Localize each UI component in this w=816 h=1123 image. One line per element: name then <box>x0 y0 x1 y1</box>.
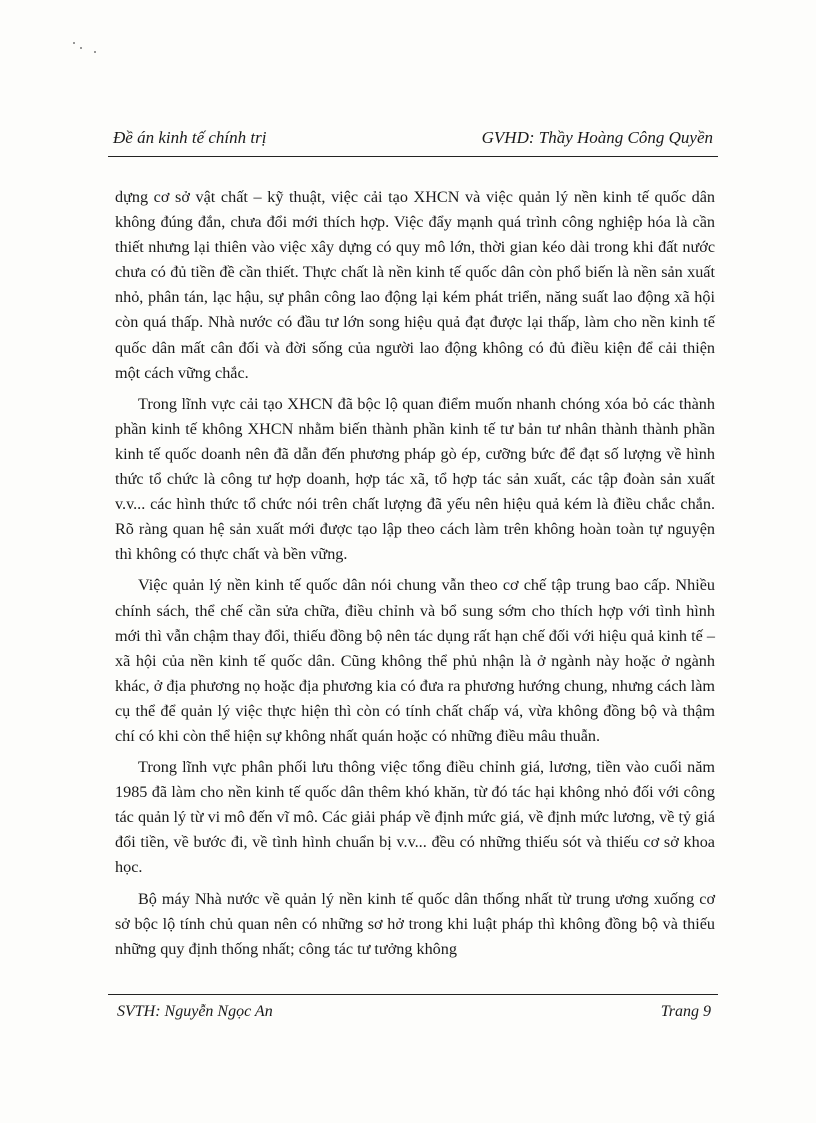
scan-speck <box>73 42 75 44</box>
scan-speck <box>94 51 96 53</box>
scan-speck <box>80 47 82 49</box>
paragraph: Bộ máy Nhà nước về quản lý nền kinh tế quốc dân thống nhất từ trung ương xuống cơ sở bộc lộ tính chủ quan nên có những sơ hở trong khi luật pháp thì không đồng bộ và thiếu những quy định thống nhất; công tác tư tưởng không <box>115 889 715 958</box>
footer-student: SVTH: Nguyễn Ngọc An <box>117 1003 273 1020</box>
body-text <box>115 185 715 968</box>
page-footer <box>117 1003 711 1021</box>
paragraph: dựng cơ sở vật chất – kỹ thuật, việc cải tạo XHCN và việc quản lý nền kinh tế quốc dân không đúng đắn, chưa đổi mới thích hợp. Việc đẩy mạnh quá trình công nghiệp hóa là cần thiết nhưng lại thiên vào việc xây dựng có quy mô lớn, thời gian kéo dài trong khi đất nước chưa có đủ tiền đề cần thiết. Thực chất là nền kinh tế quốc dân còn phổ biến là nền sản xuất nhỏ, phân tán, lạc hậu, sự phân công lao động lại kém phát triển, năng suất lao động xã hội còn quá thấp. Nhà nước có đầu tư lớn song hiệu quả đạt được lại thấp, làm cho nền kinh tế quốc dân mất cân đối và đời sống của người lao động không có đủ điều kiện để cải thiện một cách vững chắc. <box>115 188 715 382</box>
paragraph: Trong lĩnh vực cải tạo XHCN đã bộc lộ quan điểm muốn nhanh chóng xóa bỏ các thành phần kinh tế không XHCN nhằm biến thành phần kinh tế tư bản tư nhân thành thành phần kinh tế quốc doanh nên đã dẫn đến phương pháp gò ép, cưỡng bức để đạt số lượng về hình thức tổ chức là công tư hợp doanh, hợp tác xã, tổ hợp tác sản xuất, các tập đoàn sản xuất v.v... các hình thức tổ chức nói trên chất lượng đã yếu nên hiệu quả kém là điều chắc chắn. Rõ ràng quan hệ sản xuất mới được tạo lập theo cách làm trên không hoàn toàn tự nguyện thì không có thực chất và bền vững. <box>115 394 715 564</box>
paragraph: Việc quản lý nền kinh tế quốc dân nói chung vẫn theo cơ chế tập trung bao cấp. Nhiều chính sách, thể chế cần sửa chữa, điều chỉnh và bổ sung sớm cho thích hợp với tình hình mới thì vẫn chậm thay đổi, thiếu đồng bộ nên tác dụng rất hạn chế đối với hiệu quả kinh tế – xã hội của nền kinh tế quốc dân. Cũng không thể phủ nhận là ở ngành này hoặc ở ngành khác, ở địa phương nọ hoặc địa phương kia có đưa ra phương hướng chung, nhưng cách làm cụ thể để quản lý việc thực hiện thì còn có tính chất chấp vá, vừa không đồng bộ và thậm chí có khi còn thể hiện sự không nhất quán hoặc có những điều mâu thuẫn. <box>115 576 715 745</box>
footer-divider <box>108 994 718 995</box>
header-course-title: Đề án kinh tế chính trị <box>113 128 267 147</box>
header-divider <box>108 156 718 157</box>
footer-page-number: Trang 9 <box>660 1003 711 1020</box>
header-instructor: GVHD: Thầy Hoàng Công Quyền <box>481 128 713 147</box>
page-header <box>113 128 713 148</box>
paragraph: Trong lĩnh vực phân phối lưu thông việc tổng điều chỉnh giá, lương, tiền vào cuối năm 1985 đã làm cho nền kinh tế quốc dân thêm khó khăn, từ đó tác hại không nhỏ đối với công tác quản lý từ vi mô đến vĩ mô. Các giải pháp về định mức giá, về định mức lương, về tỷ giá đổi tiền, về bước đi, về tình hình chuẩn bị v.v... đều có những thiếu sót và thiếu cơ sở khoa học. <box>115 758 715 877</box>
